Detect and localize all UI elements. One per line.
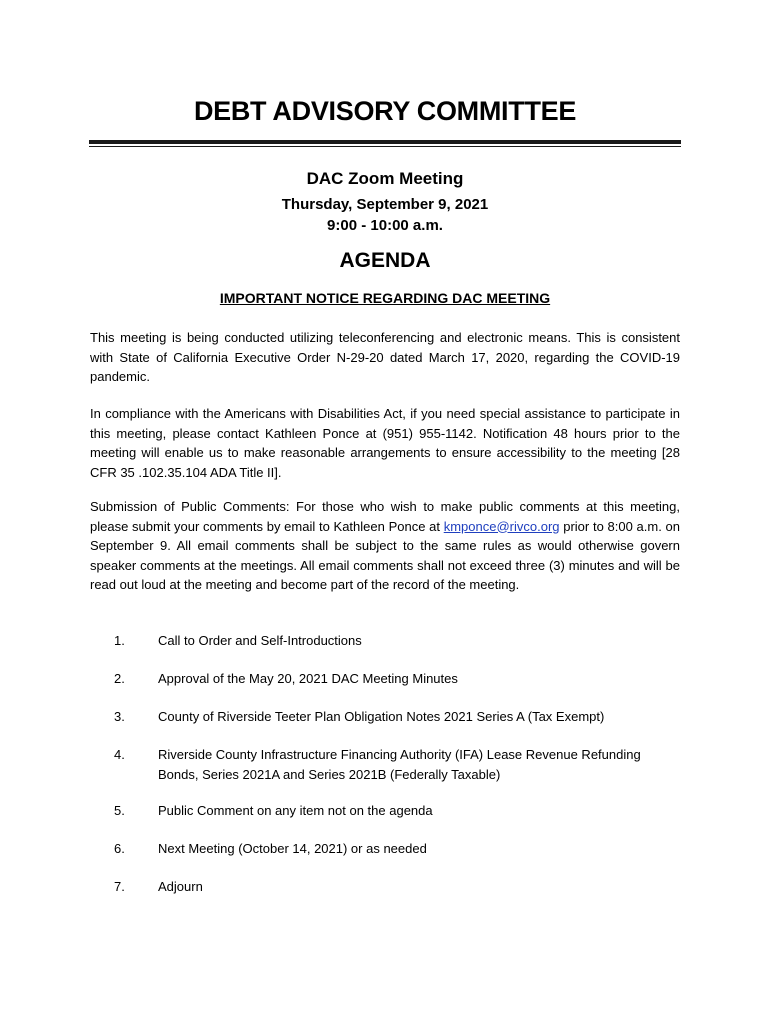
notice-heading: IMPORTANT NOTICE REGARDING DAC MEETING — [219, 290, 551, 306]
agenda-item-number: 2. — [114, 671, 125, 686]
email-link[interactable]: kmponce@rivco.org — [443, 518, 560, 534]
agenda-item-number: 1. — [114, 633, 125, 648]
agenda-item-text: Approval of the May 20, 2021 DAC Meeting Minutes — [158, 671, 458, 686]
public-comments-text-end: prior to 8:00 a.m. on September 9. All email comments shall be subject to the same rules as would otherwise govern speaker comments at the meetings. All email comments shall not exceed three (3) minutes and will be read out loud at the meeting and become part of the record of the meeting. — [90, 518, 681, 592]
title-rule-thick — [89, 140, 681, 144]
agenda-item-text: Riverside County Infrastructure Financing Authority (IFA) Lease Revenue Refunding Bonds, Series 2021A and Series 2021B (Federally Taxable) — [158, 747, 641, 782]
agenda-item-number: 7. — [114, 879, 125, 894]
page-title: DEBT ADVISORY COMMITTEE — [193, 96, 577, 126]
agenda-heading: AGENDA — [339, 249, 431, 272]
meeting-name: DAC Zoom Meeting — [306, 169, 464, 188]
meeting-date: Thursday, September 9, 2021 — [281, 196, 489, 213]
public-comments-paragraph — [90, 497, 680, 595]
public-comments-text-start: Submission of Public Comments: For those who wish to make public comments at this meeting, please submit your comments by email to Kathleen Ponce at — [90, 499, 680, 534]
title-rule-thin — [89, 146, 681, 147]
agenda-item-number: 6. — [114, 841, 125, 856]
agenda-item-text: Public Comment on any item not on the agenda — [158, 803, 433, 818]
meeting-time: 9:00 - 10:00 a.m. — [327, 217, 443, 234]
agenda-item-text: Call to Order and Self-Introductions — [158, 633, 362, 648]
agenda-item-number: 3. — [114, 709, 125, 724]
agenda-item-text: Adjourn — [158, 879, 203, 894]
teleconference-paragraph: This meeting is being conducted utilizing teleconferencing and electronic means. This is consistent with State of California Executive Order N-29-20 dated March 17, 2020, regarding the COVID-19 pandemic. — [90, 330, 680, 384]
agenda-item-text: County of Riverside Teeter Plan Obligation Notes 2021 Series A (Tax Exempt) — [158, 709, 605, 724]
ada-paragraph: In compliance with the Americans with Disabilities Act, if you need special assistance to participate in this meeting, please contact Kathleen Ponce at (951) 955-1142. Notification 48 hours prior to the meeting will enable us to make reasonable arrangements to ensure accessibility to the meeting [28 CFR 35 .102.35.104 ADA Title II]. — [90, 406, 680, 480]
agenda-item-text: Next Meeting (October 14, 2021) or as needed — [158, 841, 427, 856]
agenda-item-number: 4. — [114, 747, 125, 762]
agenda-item-number: 5. — [114, 803, 125, 818]
